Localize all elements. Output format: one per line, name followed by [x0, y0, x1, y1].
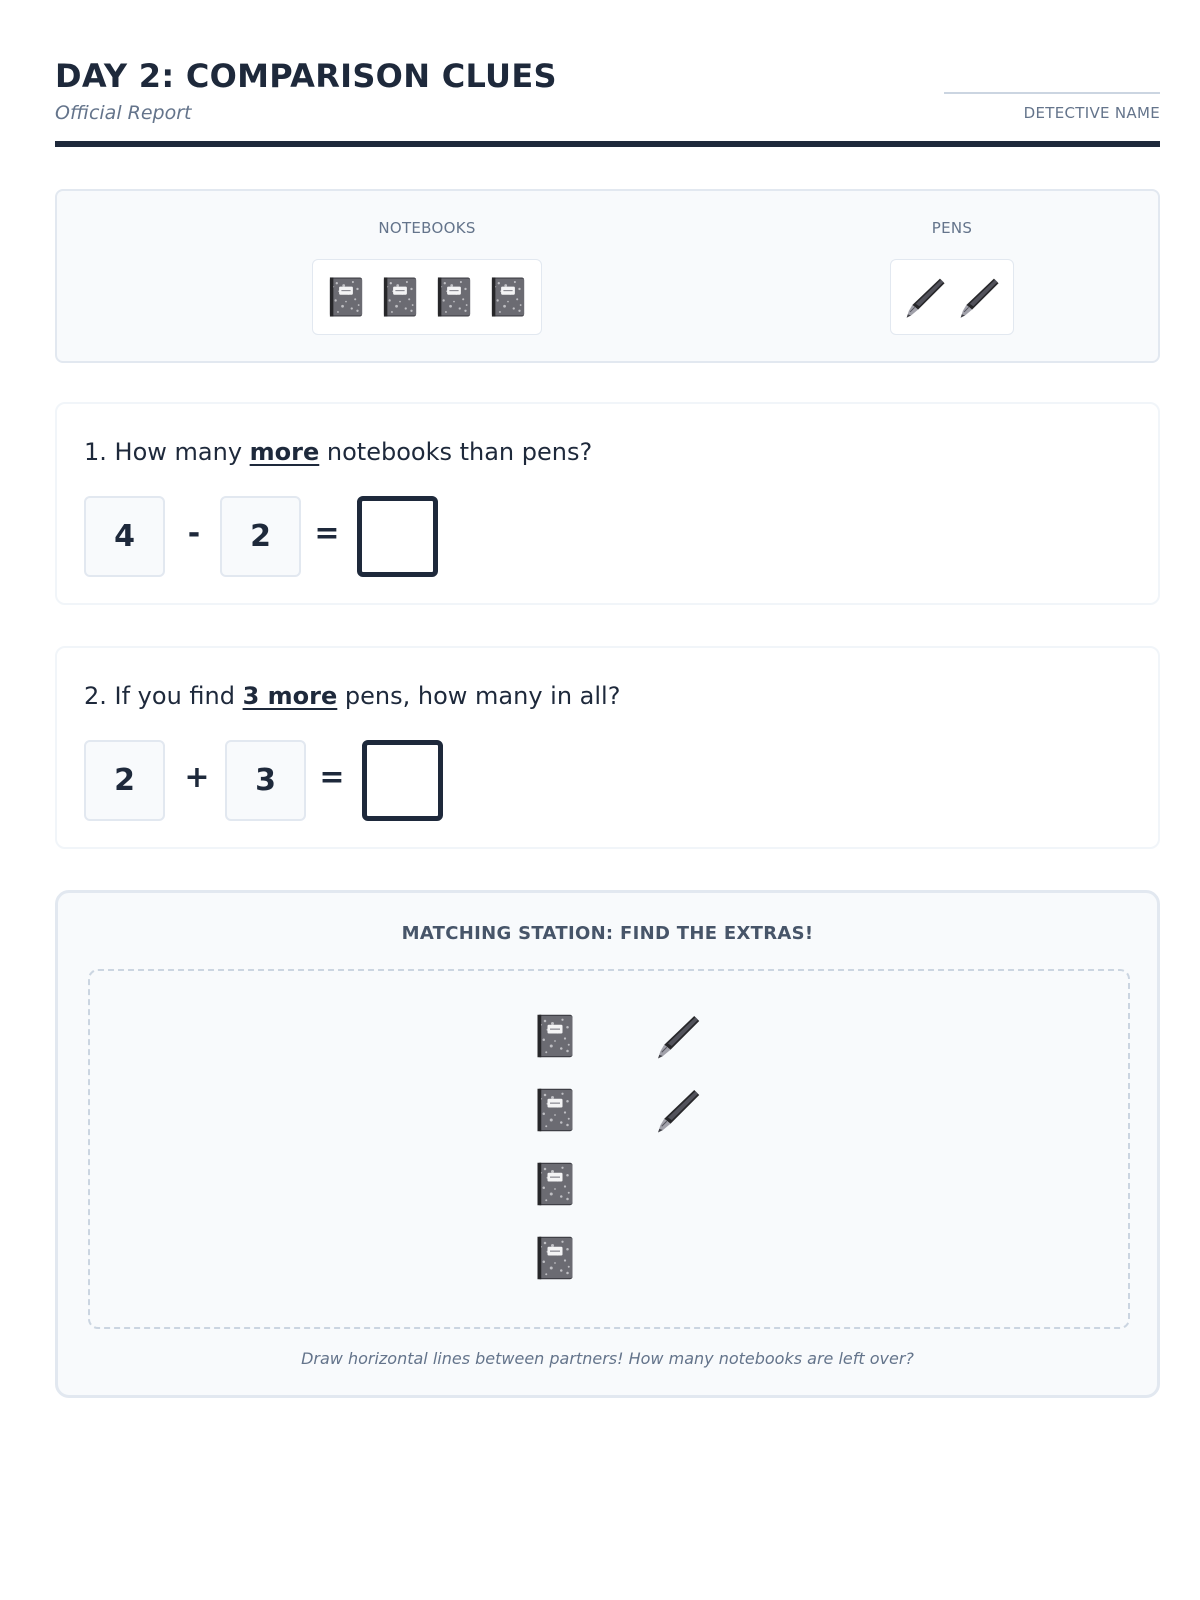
- question-card-1: [55, 402, 1160, 605]
- worksheet-page: [55, 0, 1160, 1368]
- pens-label: PENS: [931, 219, 973, 237]
- answer-box-1[interactable]: [357, 496, 438, 577]
- pens-box: [890, 259, 1014, 335]
- matching-pens-column: [653, 1011, 703, 1135]
- question-card-2: [55, 646, 1160, 849]
- pen-icon: [653, 1085, 703, 1135]
- pen-icon: [902, 274, 948, 320]
- page-subtitle: Official Report: [55, 102, 192, 124]
- notebook-icon: [377, 274, 423, 320]
- notebooks-label: NOTEBOOKS: [378, 219, 476, 237]
- question-text-1: 1. How many more notebooks than pens?: [84, 438, 593, 466]
- answer-box-2[interactable]: [362, 740, 443, 821]
- page-title: DAY 2: COMPARISON CLUES: [55, 57, 557, 95]
- matching-notebooks-column: [530, 1011, 580, 1283]
- detective-name-label: DETECTIVE NAME: [1023, 104, 1160, 122]
- operator-2: +: [184, 760, 210, 795]
- header-divider: [55, 141, 1160, 147]
- operand-b-1: 2: [220, 496, 301, 577]
- notebook-icon: [485, 274, 531, 320]
- notebook-icon: [530, 1011, 580, 1061]
- inventory-panel: [55, 189, 1160, 363]
- operand-a-1: 4: [84, 496, 165, 577]
- station-instructions: Draw horizontal lines between partners! How many notebooks are left over?: [301, 1349, 914, 1368]
- notebook-icon: [323, 274, 369, 320]
- question-emphasis-2: 3 more: [242, 682, 338, 710]
- detective-name-field[interactable]: [944, 92, 1160, 94]
- notebook-icon: [530, 1159, 580, 1209]
- equals-2: =: [319, 760, 345, 795]
- matching-area[interactable]: [88, 969, 1130, 1329]
- notebook-icon: [530, 1085, 580, 1135]
- report-header: [55, 0, 1160, 148]
- operator-1: -: [187, 516, 201, 551]
- notebook-icon: [530, 1233, 580, 1283]
- notebook-icon: [431, 274, 477, 320]
- notebooks-box: [312, 259, 542, 335]
- pen-icon: [956, 274, 1002, 320]
- question-text-2: 2. If you find 3 more pens, how many in all?: [84, 682, 621, 710]
- operand-b-2: 3: [225, 740, 306, 821]
- pens-group: [890, 191, 1014, 237]
- question-emphasis-1: more: [249, 438, 320, 466]
- pen-icon: [653, 1011, 703, 1061]
- operand-a-2: 2: [84, 740, 165, 821]
- equals-1: =: [314, 516, 340, 551]
- matching-station: [55, 890, 1160, 1398]
- notebooks-group: [312, 191, 542, 237]
- station-title: MATCHING STATION: FIND THE EXTRAS!: [401, 923, 814, 944]
